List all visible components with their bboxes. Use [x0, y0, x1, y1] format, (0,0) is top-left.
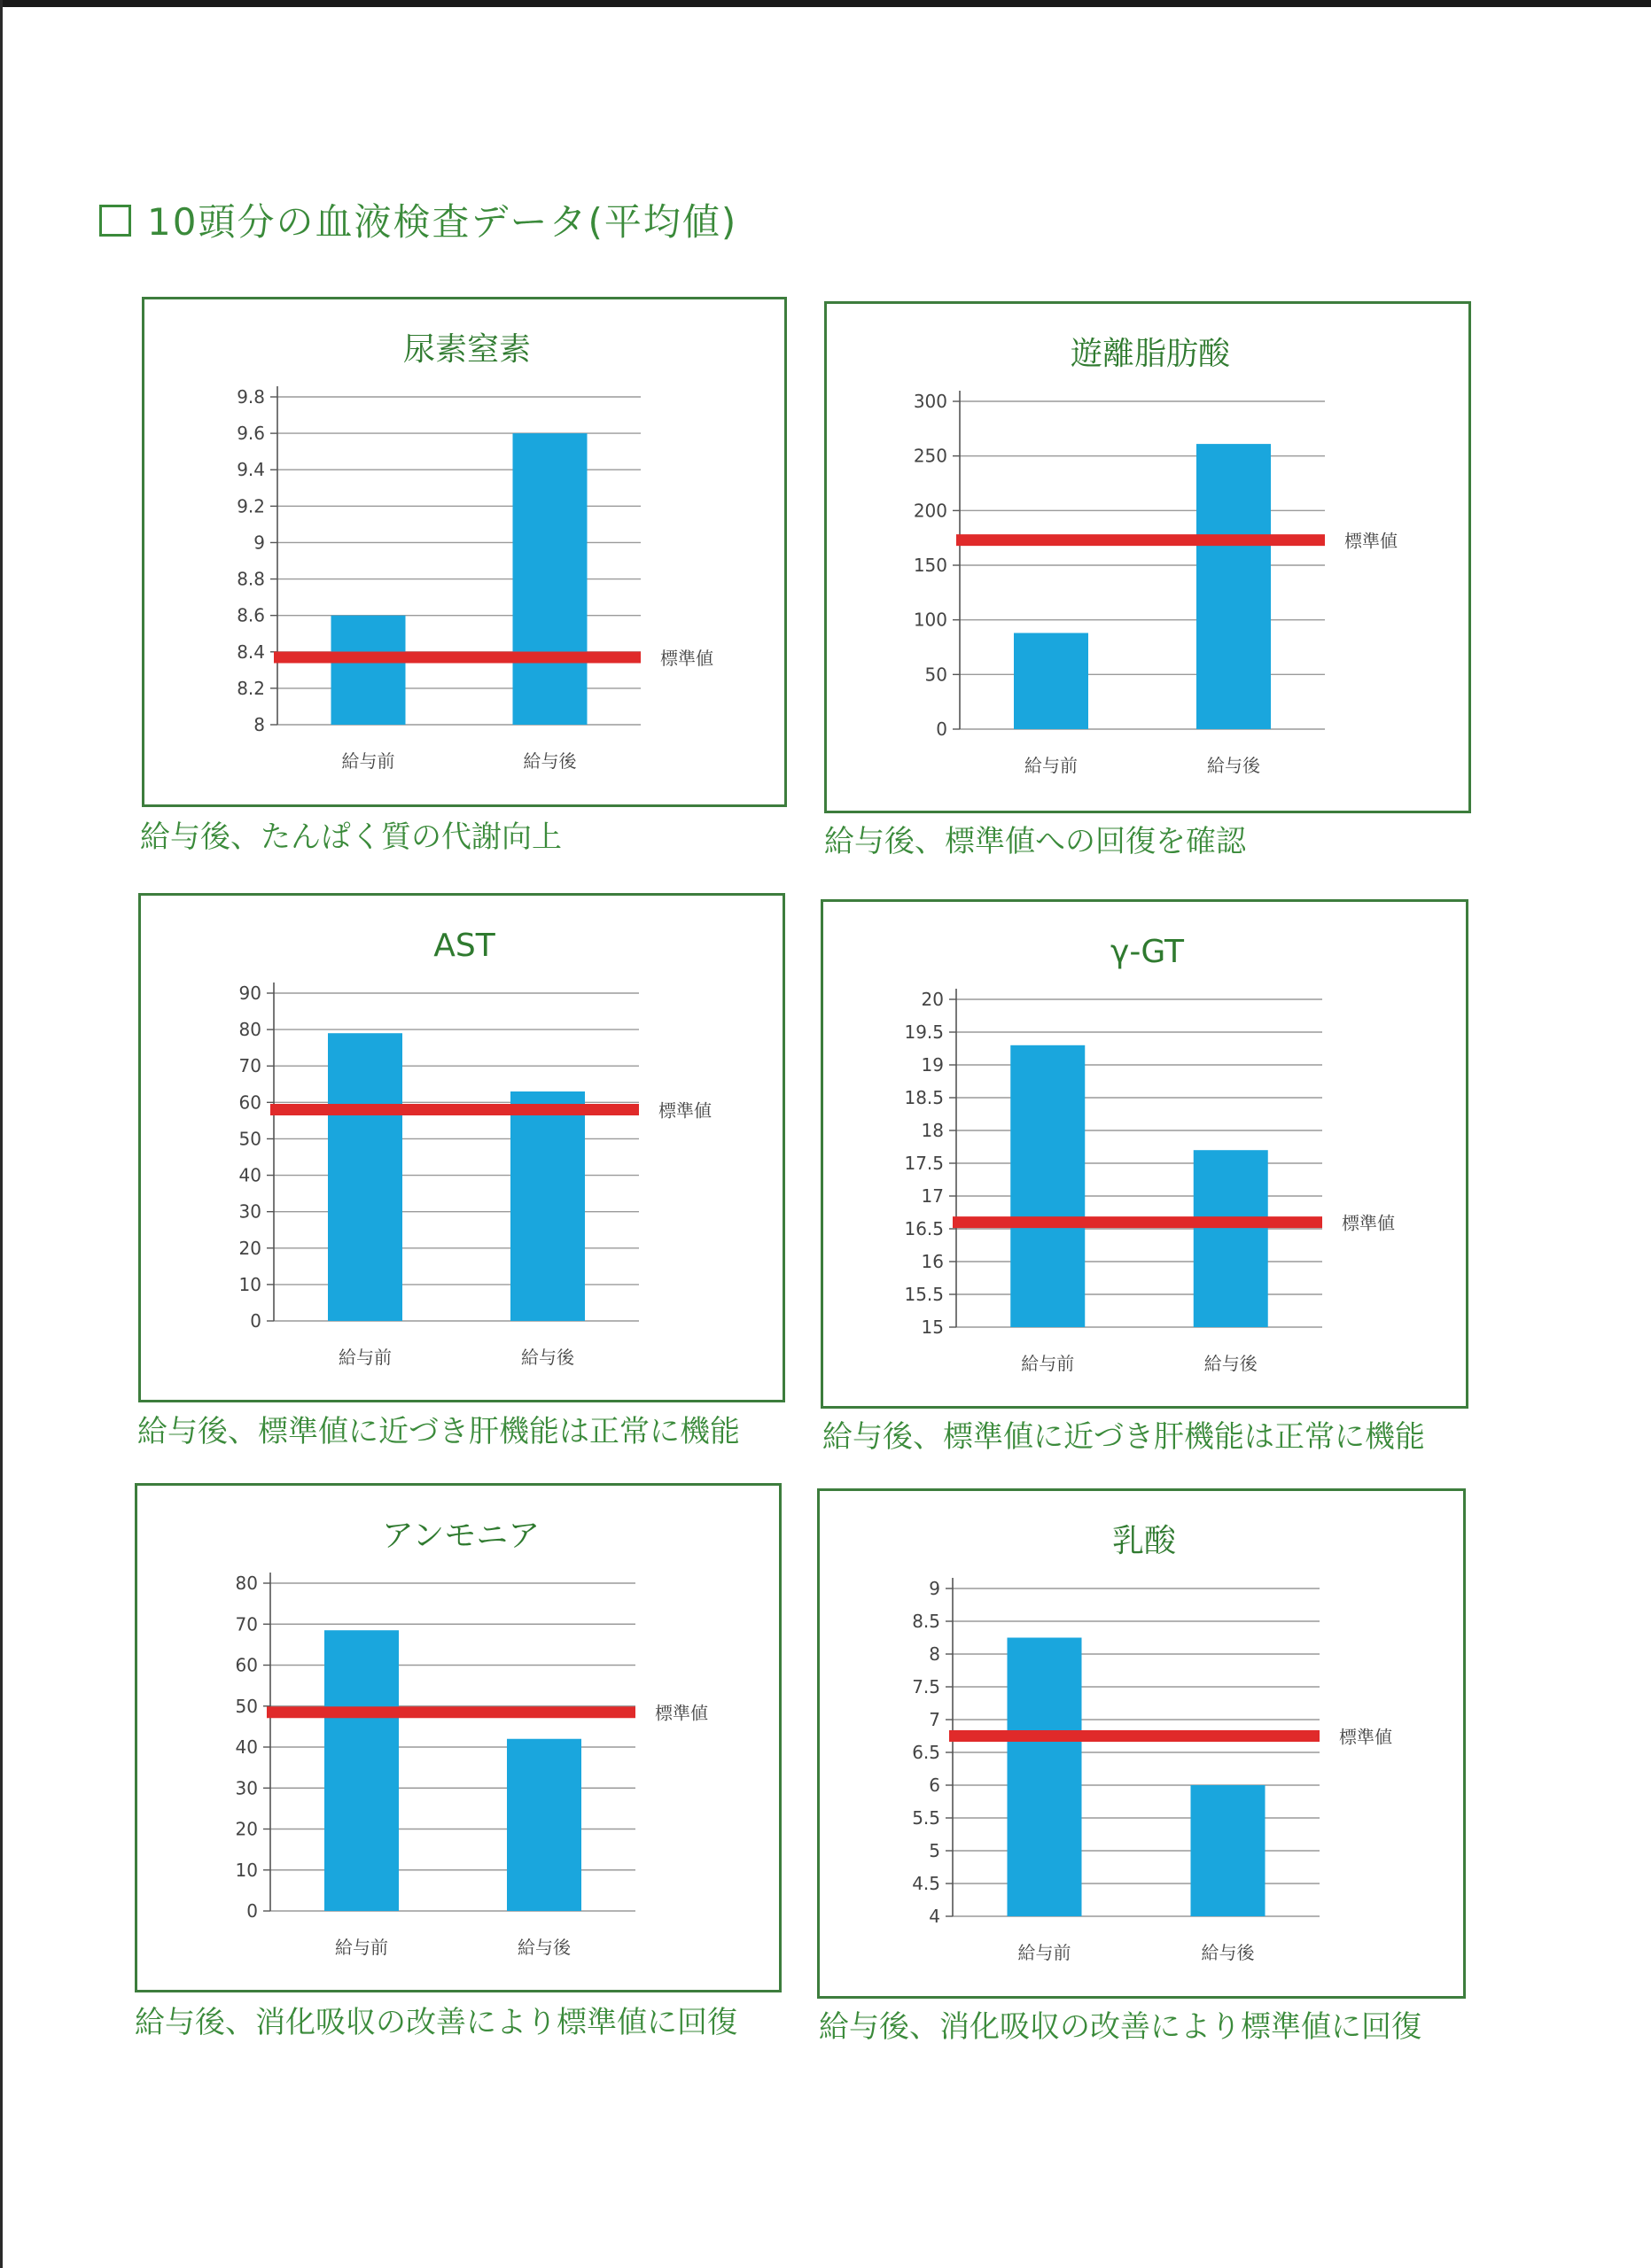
y-tick-label: 15 [921, 1317, 944, 1338]
y-tick-label: 8.8 [237, 568, 265, 590]
y-tick-label: 10 [235, 1859, 258, 1881]
y-tick-label: 8 [929, 1643, 940, 1665]
caption-ast: 給与後、標準値に近づき肝機能は正常に機能 [137, 1414, 740, 1449]
y-tick-label: 0 [246, 1900, 258, 1922]
y-tick-label: 16.5 [904, 1218, 944, 1239]
bar [1191, 1785, 1266, 1916]
x-tick-label: 給与後 [1203, 1353, 1258, 1374]
y-tick-label: 80 [235, 1573, 258, 1594]
chart-panel-ast [138, 893, 785, 1402]
chart-title: γ-GT [1110, 934, 1184, 970]
chart-lactic-acid [820, 1491, 1468, 2001]
chart-ammonia [137, 1486, 784, 1995]
y-tick-label: 9.6 [237, 423, 265, 445]
chart-panel-lactic-acid [817, 1488, 1466, 1999]
y-tick-label: 7 [929, 1709, 940, 1730]
chart-title: 遊離脂肪酸 [1070, 336, 1231, 372]
page-title-text: 10頭分の血液検査データ(平均値) [147, 200, 738, 244]
x-tick-label: 給与前 [335, 1937, 388, 1958]
y-tick-label: 40 [238, 1164, 261, 1186]
y-tick-label: 9 [929, 1578, 940, 1599]
y-tick-label: 16 [921, 1251, 944, 1272]
caption-gamma-gt: 給与後、標準値に近づき肝機能は正常に機能 [822, 1419, 1425, 1455]
x-tick-label: 給与後 [1201, 1942, 1255, 1963]
y-tick-label: 17.5 [904, 1153, 944, 1174]
y-tick-label: 200 [913, 500, 947, 522]
y-tick-label: 10 [238, 1273, 261, 1295]
y-tick-label: 15.5 [904, 1284, 944, 1305]
standard-value-label: 標準値 [1344, 530, 1398, 552]
y-tick-label: 70 [235, 1613, 258, 1635]
page-title [99, 193, 737, 246]
y-tick-label: 60 [235, 1654, 258, 1676]
standard-value-label: 標準値 [658, 1099, 712, 1122]
y-tick-label: 80 [238, 1019, 261, 1041]
y-tick-label: 19 [921, 1054, 944, 1076]
bar [507, 1739, 581, 1911]
x-tick-label: 給与前 [1021, 1353, 1075, 1374]
scan-edge-top [0, 0, 1651, 7]
chart-title: 乳酸 [1111, 1523, 1177, 1559]
y-tick-label: 30 [235, 1777, 258, 1799]
y-tick-label: 60 [238, 1091, 261, 1114]
y-tick-label: 40 [235, 1736, 258, 1758]
y-tick-label: 8.5 [912, 1611, 940, 1632]
y-tick-label: 6.5 [912, 1742, 940, 1763]
y-tick-label: 7.5 [912, 1676, 940, 1697]
bar [1010, 1045, 1085, 1327]
bar [324, 1630, 399, 1911]
x-tick-label: 給与後 [523, 750, 577, 772]
bar [1196, 444, 1271, 729]
bar [510, 1091, 585, 1321]
standard-value-label: 標準値 [655, 1702, 708, 1724]
y-tick-label: 4 [929, 1906, 940, 1927]
y-tick-label: 18.5 [904, 1087, 944, 1108]
bar [513, 433, 588, 725]
bar [331, 616, 406, 725]
caption-urea-nitrogen: 給与後、たんぱく質の代謝向上 [140, 819, 562, 855]
caption-ammonia: 給与後、消化吸収の改善により標準値に回復 [135, 2005, 737, 2040]
x-tick-label: 給与後 [518, 1937, 571, 1958]
x-tick-label: 給与後 [1207, 755, 1260, 776]
standard-value-label: 標準値 [1339, 1726, 1392, 1748]
y-tick-label: 50 [238, 1128, 261, 1150]
caption-lactic-acid: 給与後、消化吸収の改善により標準値に回復 [819, 2009, 1421, 2045]
chart-gamma-gt [823, 902, 1471, 1411]
y-tick-label: 9.2 [237, 495, 265, 517]
y-tick-label: 50 [235, 1695, 258, 1717]
bar [1008, 1638, 1082, 1917]
chart-panel-ammonia [135, 1483, 782, 1992]
chart-panel-gamma-gt [821, 899, 1468, 1409]
chart-free-fatty-acid [827, 304, 1474, 816]
chart-panel-free-fatty-acid [824, 301, 1471, 813]
y-tick-label: 18 [921, 1120, 944, 1141]
y-tick-label: 9.4 [237, 459, 265, 481]
y-tick-label: 250 [913, 445, 947, 467]
y-tick-label: 5 [929, 1840, 940, 1861]
y-tick-label: 9.8 [237, 386, 265, 408]
y-tick-label: 300 [913, 391, 947, 412]
scan-edge-left [0, 0, 3, 2268]
y-tick-label: 20 [921, 989, 944, 1010]
bar [1014, 633, 1088, 729]
standard-value-label: 標準値 [660, 647, 713, 669]
y-tick-label: 8.6 [237, 604, 265, 626]
chart-title: AST [433, 928, 495, 964]
y-tick-label: 100 [913, 609, 947, 631]
y-tick-label: 150 [913, 555, 947, 576]
y-tick-label: 20 [235, 1818, 258, 1840]
bar [1194, 1150, 1268, 1327]
chart-urea-nitrogen [144, 299, 790, 810]
x-tick-label: 給与前 [1024, 755, 1078, 776]
checkbox-square-icon [99, 205, 131, 237]
caption-free-fatty-acid: 給与後、標準値への回復を確認 [824, 824, 1246, 859]
y-tick-label: 17 [921, 1185, 944, 1207]
y-tick-label: 70 [238, 1055, 261, 1077]
y-tick-label: 6 [929, 1775, 940, 1796]
standard-value-label: 標準値 [1342, 1212, 1395, 1234]
y-tick-label: 8.2 [237, 677, 265, 699]
x-tick-label: 給与前 [341, 750, 395, 772]
y-tick-label: 5.5 [912, 1807, 940, 1829]
chart-title: 尿素窒素 [402, 331, 532, 368]
chart-panel-urea-nitrogen [142, 297, 787, 807]
y-tick-label: 50 [924, 664, 947, 686]
y-tick-label: 0 [936, 718, 947, 740]
y-tick-label: 0 [250, 1310, 261, 1332]
x-tick-label: 給与前 [1017, 1942, 1071, 1963]
y-tick-label: 9 [253, 532, 265, 554]
y-tick-label: 90 [238, 983, 261, 1004]
y-tick-label: 4.5 [912, 1873, 940, 1894]
x-tick-label: 給与前 [339, 1347, 392, 1368]
y-tick-label: 8.4 [237, 641, 265, 663]
y-tick-label: 30 [238, 1200, 261, 1223]
y-tick-label: 20 [238, 1237, 261, 1259]
bar [328, 1033, 402, 1321]
chart-ast [141, 896, 788, 1405]
y-tick-label: 8 [253, 714, 265, 735]
chart-title: アンモニア [381, 1518, 541, 1554]
y-tick-label: 19.5 [904, 1021, 944, 1043]
x-tick-label: 給与後 [521, 1347, 574, 1368]
